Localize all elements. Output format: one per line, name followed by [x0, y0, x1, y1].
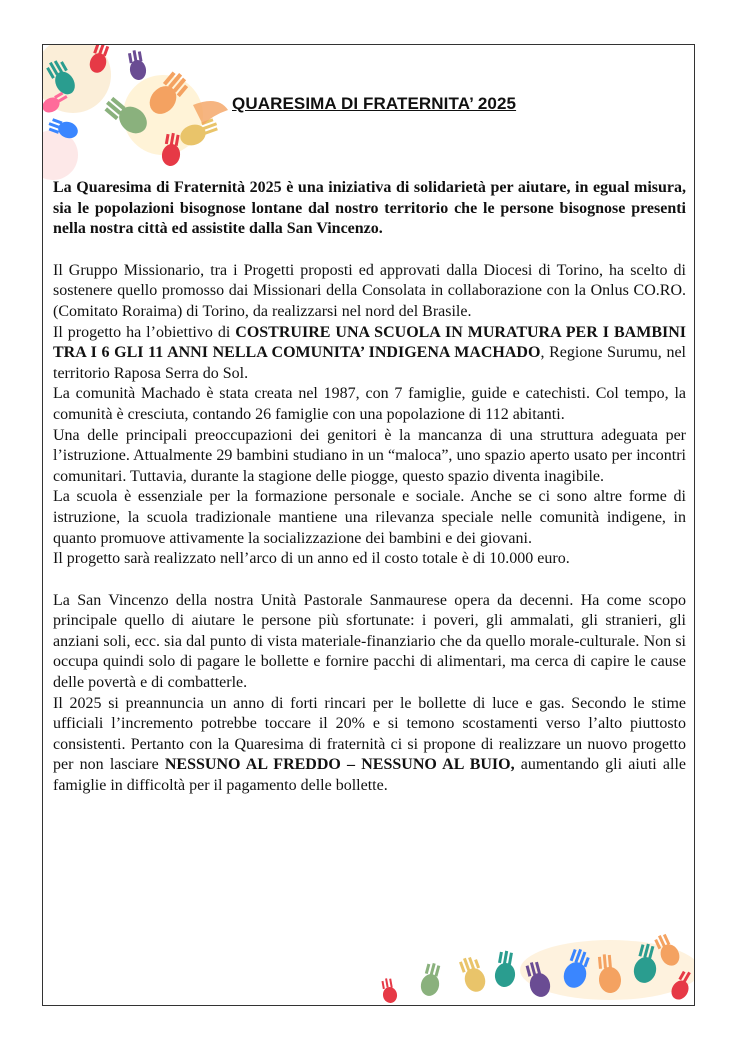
paragraph-bills — [53, 694, 686, 797]
project-goal-highlight: COSTRUIRE UNA SCUOLA IN MURATURA PER I BAMBINI TRA I 6 GLI 11 ANNI NELLA COMUNITA’ INDIGENA MACHADO — [53, 323, 687, 362]
bills-tail: aumentando gli aiuti alle famiglie in difficoltà per il pagamento delle bollette. — [53, 756, 686, 795]
hands-illustration — [370, 930, 694, 1005]
hands-dove-illustration — [43, 45, 243, 185]
intro-paragraph: La Quaresima di Fraternità 2025 è una iniziativa di solidarietà per aiutare, in egual misura, sia le popolazioni bisognose lontane dal nostro territorio che le persone bisognose presenti nella nostra città ed assistite dalla San Vincenzo. — [53, 179, 686, 238]
document-title: QUARESIMA DI FRATERNITA’ 2025 — [232, 94, 517, 113]
bills-lead: Il 2025 si preannuncia un anno di forti rincari per le bollette di luce e gas. Secondo le stime ufficiali l’incremento potrebbe toccare il 20% e si temono scostamenti verso l’alto piuttosto consistenti. Pertanto con la Quaresima di fraternità ci si propone di realizzare un nuovo progetto per non lasciare — [53, 694, 686, 774]
paragraph-san-vincenzo: La San Vincenzo della nostra Unità Pastorale Sanmaurese opera da decenni. Ha come scopo principale quello di aiutare le persone più sfortunate: i poveri, gli ammalati, gli stranieri, gli anziani soli, ecc. sia dal punto di vista materiale-finanziario che da quello morale-culturale. Non si occupa quindi solo di pagare le bollette e fornire pacchi di alimentari, ma cerca di capire le cause delle povertà e di combatterle. — [53, 591, 686, 692]
paragraph-community: La comunità Machado è stata creata nel 1987, con 7 famiglie, guide e catechisti. Col tempo, la comunità è cresciuta, contando 26 famiglie con una popolazione di 112 abitanti. — [53, 385, 686, 423]
paragraph-project-goal — [53, 323, 686, 385]
bills-highlight: NESSUNO AL FREDDO – NESSUNO AL BUIO, — [164, 756, 515, 774]
paragraph-mission-group: Il Gruppo Missionario, tra i Progetti proposti ed approvati dalla Diocesi di Torino, ha scelto di sostenere quello promosso dai Missionari della Consolata in collaborazione con la Onlus CO.RO. (Comitato Roraima) di Torino, da realizzarsi nel nord del Brasile. — [53, 261, 686, 320]
project-goal-lead: Il progetto ha l’obiettivo di — [53, 323, 236, 341]
project-goal-tail: , Regione Surumu, nel territorio Raposa Serra do Sol. — [53, 344, 686, 382]
document-body — [53, 178, 686, 797]
paragraph-cost: Il progetto sarà realizzato nell’arco di un anno ed il costo totale è di 10.000 euro. — [53, 550, 570, 568]
paragraph-concerns: Una delle principali preoccupazioni dei genitori è la mancanza di una struttura adeguata per l’istruzione. Attualmente 29 bambini studiano in un “maloca”, uno spazio aperto usato per incontri comunitari. Tuttavia, durante la stagione delle piogge, questo spazio diventa inagibile. — [53, 426, 686, 485]
paragraph-school: La scuola è essenziale per la formazione personale e sociale. Anche se ci sono altre forme di istruzione, la scuola tradizionale mantiene una rilevanza speciale nelle comunità indigene, in quanto promuove attivamente la socializzazione dei bambini e dei giovani. — [53, 488, 686, 547]
